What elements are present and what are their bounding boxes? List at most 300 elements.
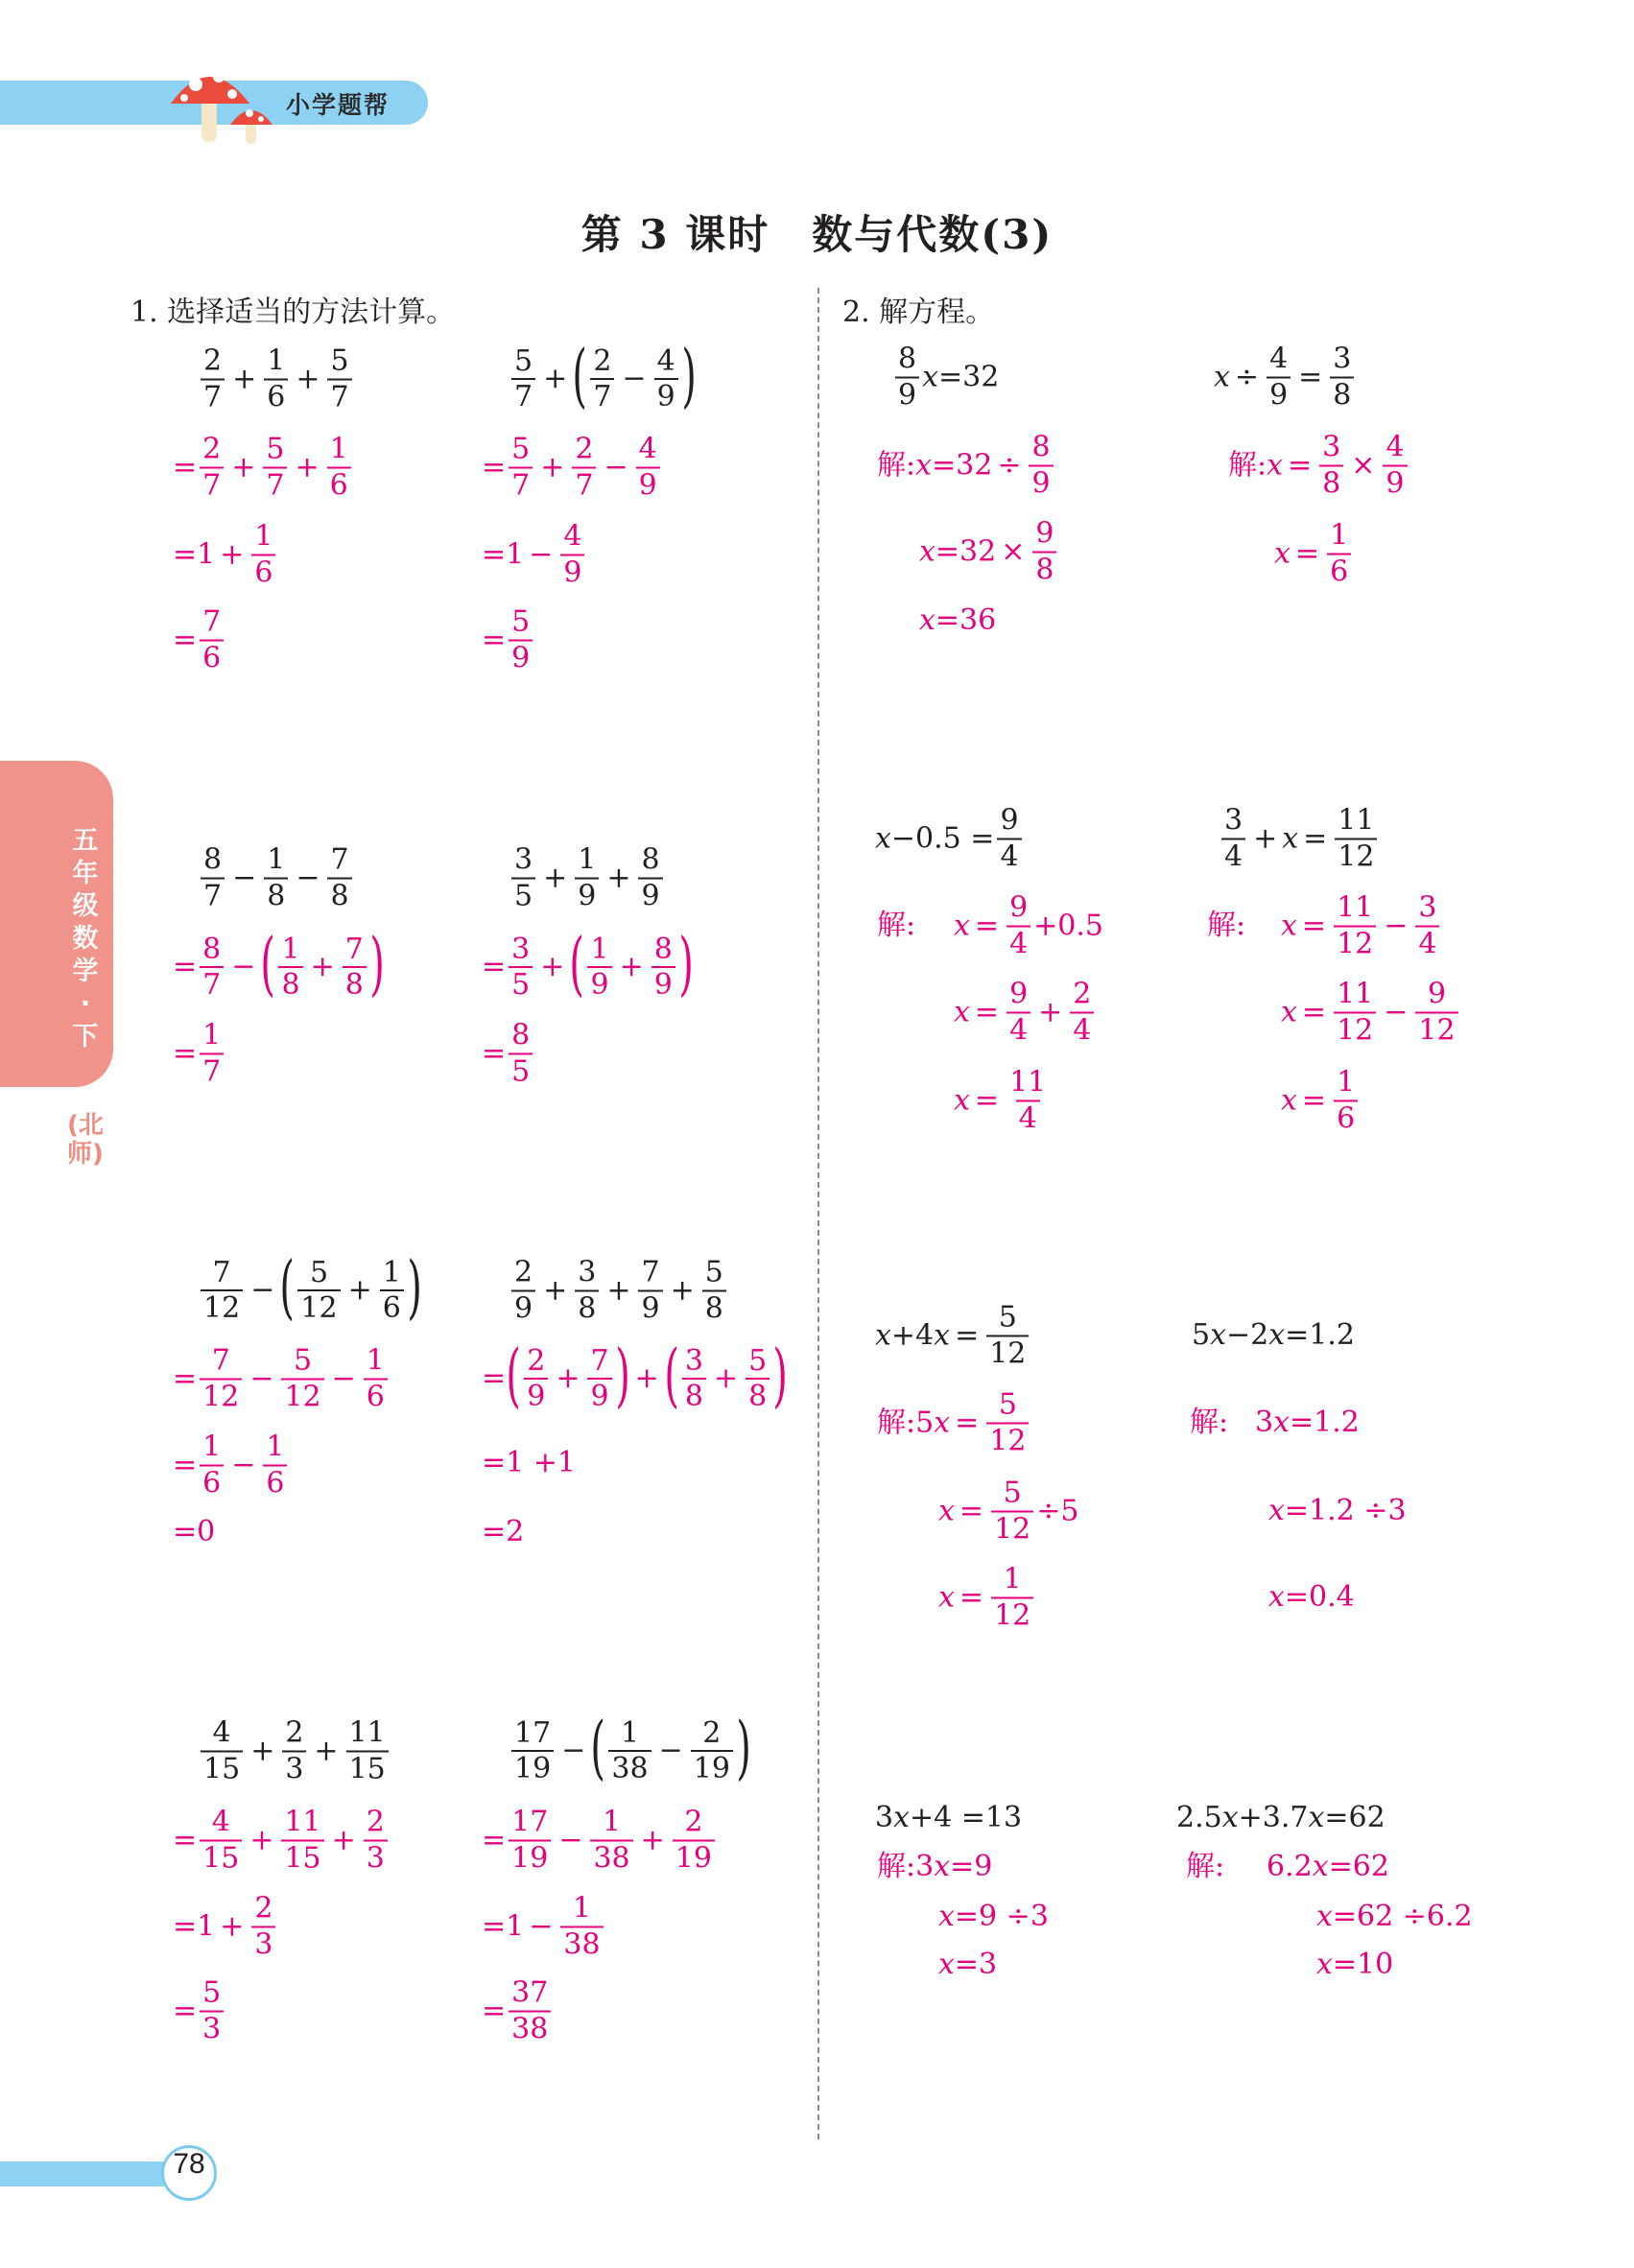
solution-step xyxy=(1281,1065,1361,1135)
denominator: 8 xyxy=(343,966,367,1001)
fraction xyxy=(1383,430,1407,500)
denominator: 7 xyxy=(511,378,535,413)
numerator: 3 xyxy=(578,1255,597,1289)
denominator: 7 xyxy=(200,466,224,501)
numerator: 1 xyxy=(366,1343,385,1378)
numerator: 1 xyxy=(281,932,300,966)
denominator: 9 xyxy=(1383,464,1407,499)
denominator: 8 xyxy=(1330,376,1354,411)
variable: x xyxy=(1281,909,1297,942)
numerator: 4 xyxy=(211,1805,230,1839)
variable: x xyxy=(1274,536,1291,570)
numerator: 5 xyxy=(511,604,531,639)
fraction xyxy=(263,432,287,502)
fraction xyxy=(1267,344,1291,411)
denominator: 7 xyxy=(509,466,533,501)
operator: = xyxy=(1301,909,1327,942)
operator: = xyxy=(959,1494,984,1527)
denominator: 9 xyxy=(587,1378,611,1412)
text: = xyxy=(482,623,507,656)
operator: − xyxy=(249,1361,274,1395)
operator: + xyxy=(331,1823,356,1856)
variable: x xyxy=(1316,1948,1333,1981)
solution-step xyxy=(1190,1408,1228,1437)
denominator: 19 xyxy=(511,1750,554,1784)
numerator: 1 xyxy=(1330,518,1349,553)
operator: − xyxy=(232,861,257,894)
text: =1 xyxy=(173,537,216,571)
numerator: 2 xyxy=(285,1715,304,1750)
denominator: 12 xyxy=(991,1596,1033,1631)
solution-step xyxy=(173,604,226,674)
denominator: 9 xyxy=(638,877,662,911)
fraction xyxy=(590,343,614,413)
solution-step xyxy=(919,603,997,637)
problem-expression xyxy=(198,842,355,912)
variable: x xyxy=(934,1318,951,1352)
numerator: 7 xyxy=(590,1343,609,1378)
text: = xyxy=(173,623,198,656)
text: =9 ÷3 xyxy=(954,1900,1049,1933)
bracket: ( xyxy=(279,1246,296,1327)
operator: + xyxy=(249,1823,274,1856)
numerator: 11 xyxy=(1009,1065,1047,1099)
text: 5 xyxy=(1192,1318,1211,1352)
solution-step xyxy=(1186,1850,1225,1883)
bracket: ( xyxy=(664,1335,679,1415)
variable: x xyxy=(1268,1494,1285,1527)
problem-expression xyxy=(875,803,1025,873)
denominator: 5 xyxy=(509,1052,533,1087)
bracket: ) xyxy=(680,335,697,415)
fraction xyxy=(1334,890,1376,960)
numerator: 11 xyxy=(1337,977,1374,1011)
bracket: ( xyxy=(260,923,276,1004)
denominator: 6 xyxy=(251,554,275,588)
numerator: 17 xyxy=(514,1715,552,1750)
text: =10 xyxy=(1332,1948,1394,1981)
text: =62 xyxy=(1324,1801,1385,1834)
numerator: 2 xyxy=(684,1805,703,1839)
numerator: 8 xyxy=(653,932,673,966)
fraction xyxy=(702,1255,726,1325)
operator: − xyxy=(250,1273,275,1307)
operator: × xyxy=(1001,534,1026,568)
denominator: 12 xyxy=(200,1378,242,1412)
numerator: 4 xyxy=(656,343,675,378)
numerator: 5 xyxy=(704,1255,723,1289)
text: =3 xyxy=(954,1948,998,1981)
denominator: 3 xyxy=(251,1925,275,1960)
text: 解:3 xyxy=(877,1850,935,1883)
operator: − xyxy=(296,861,320,894)
text: +3.7 xyxy=(1238,1801,1309,1834)
denominator: 38 xyxy=(560,1925,603,1960)
text: =1.2 ÷3 xyxy=(1284,1494,1407,1527)
denominator: 4 xyxy=(1221,838,1245,872)
denominator: 7 xyxy=(200,966,224,1001)
denominator: 5 xyxy=(509,966,533,1001)
text: 解: xyxy=(1186,1850,1225,1883)
variable: x xyxy=(1221,1801,1239,1834)
text: = xyxy=(482,950,507,983)
numerator: 1 xyxy=(202,1429,222,1464)
solution-step xyxy=(173,1807,391,1874)
solution-step xyxy=(173,432,354,502)
variable: x xyxy=(1214,360,1230,393)
numerator: 11 xyxy=(284,1805,321,1839)
variable: x xyxy=(1281,995,1297,1028)
solution-step xyxy=(1267,1850,1389,1883)
denominator: 3 xyxy=(282,1750,306,1784)
denominator: 7 xyxy=(590,378,614,413)
numerator: 1 xyxy=(620,1715,640,1750)
denominator: 9 xyxy=(654,378,678,413)
denominator: 6 xyxy=(364,1378,388,1412)
solution-step xyxy=(954,890,1104,960)
variable: x xyxy=(1308,1801,1325,1834)
variable: x xyxy=(938,1580,955,1614)
operator: + xyxy=(220,537,245,571)
solution-step xyxy=(173,923,385,1004)
denominator: 8 xyxy=(264,877,288,911)
operator: = xyxy=(1294,536,1320,570)
numerator: 2 xyxy=(593,343,612,378)
denominator: 3 xyxy=(200,2010,224,2044)
problem-expression xyxy=(198,1246,422,1327)
operator: − xyxy=(604,450,628,484)
numerator: 5 xyxy=(511,432,531,466)
numerator: 5 xyxy=(998,1300,1017,1335)
solution-step xyxy=(482,1515,525,1548)
denominator: 8 xyxy=(575,1289,599,1324)
text: =0.4 xyxy=(1284,1580,1355,1614)
variable: x xyxy=(954,1083,970,1117)
fraction xyxy=(327,343,351,413)
text: 解: xyxy=(877,909,916,942)
denominator: 15 xyxy=(281,1839,323,1874)
operator: − xyxy=(1384,909,1409,942)
fraction xyxy=(346,1715,389,1785)
operator: + xyxy=(1253,821,1278,855)
denominator: 19 xyxy=(509,1839,551,1874)
variable: x xyxy=(1268,1580,1285,1614)
problem-expression xyxy=(875,1801,1023,1834)
fraction xyxy=(278,934,302,1001)
solution-step xyxy=(482,432,663,502)
fraction xyxy=(638,1255,662,1325)
fraction xyxy=(200,1018,224,1088)
operator: − xyxy=(561,1734,586,1767)
denominator: 9 xyxy=(509,639,533,673)
variable: x xyxy=(938,1900,955,1933)
operator: − xyxy=(1384,995,1409,1028)
operator: = xyxy=(1301,995,1327,1028)
fraction xyxy=(560,1891,603,1961)
text: = xyxy=(482,1036,507,1070)
fraction xyxy=(281,1343,323,1413)
text: = xyxy=(482,1823,507,1856)
denominator: 9 xyxy=(587,966,611,1001)
fraction xyxy=(282,1715,306,1785)
fraction xyxy=(200,604,224,674)
fraction xyxy=(991,1562,1033,1632)
denominator: 12 xyxy=(986,1335,1029,1369)
fraction xyxy=(572,432,596,502)
fraction xyxy=(524,1343,548,1413)
denominator: 6 xyxy=(1334,1099,1358,1134)
variable: x xyxy=(1282,821,1299,855)
denominator: 9 xyxy=(1029,464,1053,499)
denominator: 9 xyxy=(638,1289,662,1324)
variable: x xyxy=(915,448,933,482)
denominator: 6 xyxy=(327,466,351,501)
operator: + xyxy=(543,362,568,395)
numerator: 5 xyxy=(514,343,533,378)
operator: = xyxy=(974,1083,1000,1117)
denominator: 12 xyxy=(986,1422,1029,1456)
fraction xyxy=(264,343,288,413)
numerator: 3 xyxy=(514,842,533,877)
denominator: 15 xyxy=(346,1750,389,1784)
text: = xyxy=(482,1361,507,1395)
solution-step xyxy=(877,1387,1031,1457)
fraction xyxy=(1334,1065,1358,1135)
solution-step xyxy=(1207,911,1245,940)
fraction xyxy=(201,842,225,912)
text: = xyxy=(173,1036,198,1070)
solution-step xyxy=(938,1950,997,1979)
denominator: 6 xyxy=(200,1464,224,1499)
fraction xyxy=(509,1975,551,2045)
denominator: 19 xyxy=(673,1839,715,1874)
fraction xyxy=(380,1255,404,1325)
fraction xyxy=(327,842,351,912)
numerator: 9 xyxy=(1427,977,1447,1011)
fraction xyxy=(511,1715,554,1785)
bracket: ) xyxy=(369,923,385,1004)
variable: x xyxy=(1273,1406,1291,1439)
solution-step xyxy=(482,519,587,589)
solution-step xyxy=(173,519,278,589)
fraction xyxy=(691,1715,733,1785)
problem-expression xyxy=(1192,1318,1356,1352)
fraction xyxy=(991,1478,1033,1545)
fraction xyxy=(587,1343,611,1413)
numerator: 2 xyxy=(366,1805,385,1839)
problem-expression xyxy=(892,344,999,411)
operator: − xyxy=(558,1823,583,1856)
denominator: 38 xyxy=(509,2010,551,2044)
fraction xyxy=(682,1343,706,1413)
fraction xyxy=(509,432,533,502)
text: = xyxy=(173,1823,198,1856)
numerator: 2 xyxy=(254,1891,273,1925)
numerator: 11 xyxy=(348,1715,386,1750)
operator: = xyxy=(974,995,1000,1028)
bracket: ) xyxy=(407,1246,422,1327)
text: =36 xyxy=(935,603,997,637)
problem-expression xyxy=(1214,344,1357,411)
denominator: 12 xyxy=(1415,1011,1457,1046)
denominator: 8 xyxy=(746,1378,770,1412)
operator: + xyxy=(1038,995,1063,1028)
operator: − xyxy=(622,362,647,395)
fraction xyxy=(997,803,1021,873)
numerator: 3 xyxy=(1224,803,1243,838)
problem-expression xyxy=(1176,1801,1385,1834)
numerator: 1 xyxy=(382,1255,401,1289)
numerator: 37 xyxy=(511,1975,549,2010)
operator: + xyxy=(640,1823,665,1856)
solution-step xyxy=(1281,890,1442,960)
numerator: 9 xyxy=(1009,977,1029,1011)
operator: = xyxy=(959,1580,984,1614)
bracket: ) xyxy=(614,1335,630,1415)
solution-step xyxy=(938,1562,1036,1632)
numerator: 2 xyxy=(203,343,223,378)
denominator: 5 xyxy=(511,877,535,911)
numerator: 11 xyxy=(1337,890,1374,925)
numerator: 4 xyxy=(212,1715,231,1750)
bracket: ( xyxy=(506,1335,521,1415)
operator: − xyxy=(658,1734,683,1767)
denominator: 12 xyxy=(1335,838,1377,872)
variable: x xyxy=(954,909,970,942)
question-2-title: 2. 解方程。 xyxy=(842,295,995,329)
bracket: ) xyxy=(736,1707,751,1787)
operator: − xyxy=(231,1448,256,1481)
numerator: 4 xyxy=(638,432,657,466)
solution-step xyxy=(482,1975,554,2045)
numerator: 8 xyxy=(202,932,222,966)
problem-expression xyxy=(509,1255,729,1325)
solution-step xyxy=(1268,1494,1407,1527)
text: 2.5 xyxy=(1176,1801,1222,1834)
fraction xyxy=(636,432,660,502)
numerator: 2 xyxy=(527,1343,546,1378)
fraction xyxy=(608,1715,651,1785)
operator: = xyxy=(1301,1083,1327,1117)
fraction xyxy=(1319,430,1343,500)
numerator: 4 xyxy=(563,519,582,554)
numerator: 2 xyxy=(575,432,594,466)
solution-step xyxy=(919,516,1059,586)
variable: x xyxy=(919,534,935,568)
numerator: 2 xyxy=(514,1255,533,1289)
variable: x xyxy=(875,821,891,855)
operator: − xyxy=(331,1361,356,1395)
numerator: 5 xyxy=(998,1387,1017,1422)
variable: x xyxy=(934,1850,951,1883)
brand-name: 小学题帮 xyxy=(286,91,391,119)
numerator: 4 xyxy=(1269,342,1289,376)
numerator: 5 xyxy=(266,432,285,466)
fraction xyxy=(263,1429,287,1500)
denominator: 9 xyxy=(575,877,599,911)
problem-expression xyxy=(509,1707,751,1787)
question-1-title: 1. 选择适当的方法计算。 xyxy=(130,295,456,329)
fraction xyxy=(1334,977,1376,1047)
variable: x xyxy=(1210,1318,1227,1352)
fraction xyxy=(281,1807,323,1874)
operator: + xyxy=(250,1734,275,1767)
numerator: 5 xyxy=(309,1255,329,1289)
text: =62 ÷6.2 xyxy=(1332,1900,1473,1933)
denominator: 4 xyxy=(1415,925,1439,959)
solution-step xyxy=(482,604,535,674)
solution-step xyxy=(482,1335,788,1415)
text: =32 xyxy=(935,534,997,568)
text: =0 xyxy=(173,1515,216,1548)
variable: x xyxy=(922,360,939,393)
denominator: 38 xyxy=(608,1750,651,1784)
solution-step xyxy=(877,430,1056,500)
fraction xyxy=(511,1255,535,1325)
operator: + xyxy=(231,450,256,484)
fraction xyxy=(343,934,367,1001)
fraction xyxy=(895,344,919,411)
numerator: 1 xyxy=(267,343,286,378)
solution-step xyxy=(482,923,694,1004)
numerator: 1 xyxy=(603,1805,622,1839)
denominator: 9 xyxy=(636,466,660,501)
denominator: 12 xyxy=(1334,1011,1376,1046)
numerator: 1 xyxy=(202,1018,222,1052)
denominator: 4 xyxy=(997,838,1021,872)
solution-step xyxy=(1228,430,1410,500)
numerator: 8 xyxy=(1031,430,1051,464)
fraction xyxy=(201,343,225,413)
numerator: 1 xyxy=(266,1429,285,1464)
numerator: 9 xyxy=(1000,803,1019,838)
numerator: 5 xyxy=(202,1975,222,2010)
bracket: ( xyxy=(569,923,585,1004)
denominator: 8 xyxy=(1032,551,1056,585)
fraction xyxy=(200,1343,242,1413)
solution-step xyxy=(1316,1902,1473,1931)
fraction xyxy=(200,1975,224,2045)
fraction xyxy=(297,1255,340,1325)
operator: = xyxy=(955,1318,980,1352)
numerator: 5 xyxy=(748,1343,768,1378)
denominator: 7 xyxy=(572,466,596,501)
operator: + xyxy=(670,1273,695,1307)
numerator: 1 xyxy=(1337,1065,1356,1099)
operator: + xyxy=(314,1734,339,1767)
variable: x xyxy=(934,1406,951,1439)
fraction xyxy=(587,934,611,1001)
fraction xyxy=(200,432,224,502)
denominator: 15 xyxy=(201,1750,243,1784)
numerator: 1 xyxy=(578,842,597,877)
fraction xyxy=(673,1807,715,1874)
variable: x xyxy=(919,603,935,637)
denominator: 9 xyxy=(560,554,584,588)
text: =32 xyxy=(932,448,993,482)
text: =1 xyxy=(482,1909,525,1943)
fraction xyxy=(200,1807,242,1874)
denominator: 8 xyxy=(682,1378,706,1412)
operator: + xyxy=(540,450,565,484)
page-title: 第 3 课时 数与代数(3) xyxy=(580,211,1054,258)
fraction xyxy=(651,934,675,1001)
solution-step xyxy=(877,1850,993,1883)
numerator: 9 xyxy=(1009,890,1029,925)
operator: + xyxy=(296,362,320,395)
text: −0.5 = xyxy=(890,821,995,855)
fraction xyxy=(201,1715,243,1785)
